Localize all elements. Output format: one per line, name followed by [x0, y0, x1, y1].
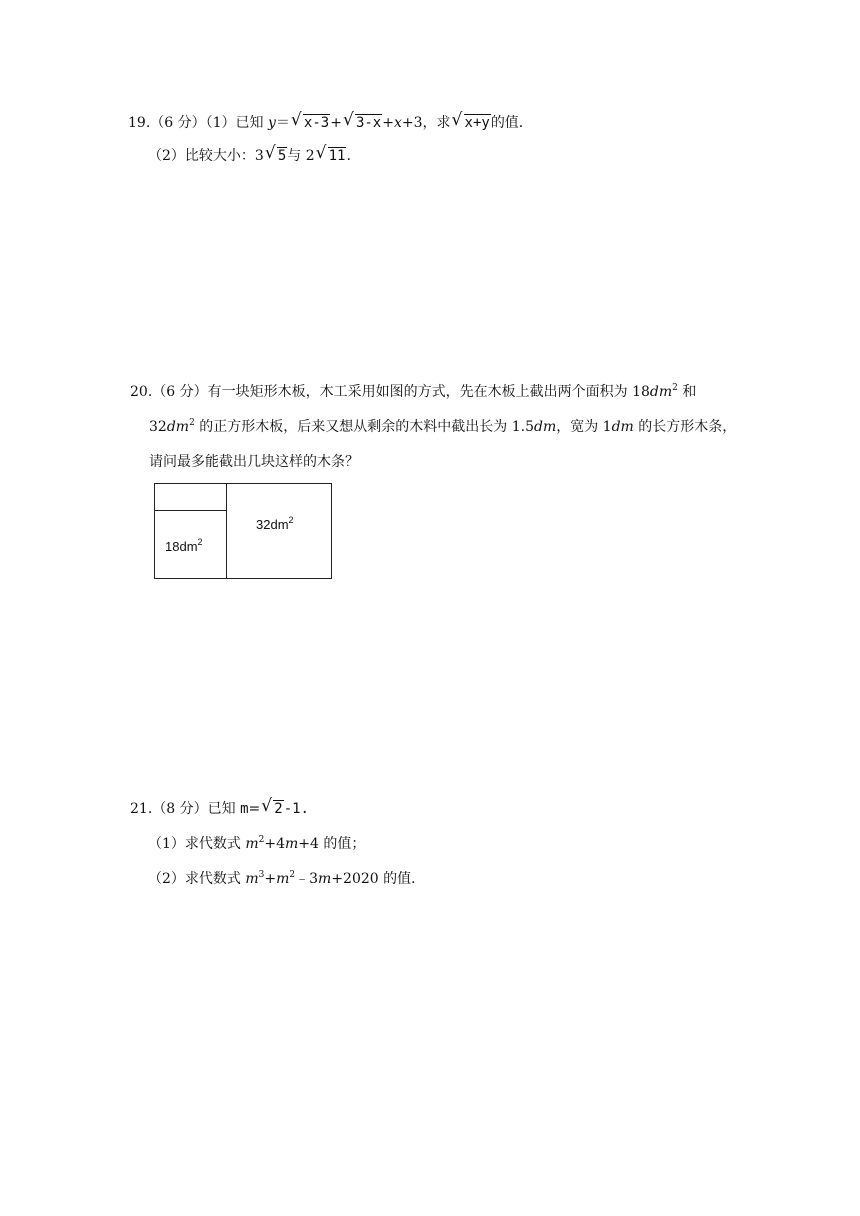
var-m: m	[240, 801, 249, 817]
sqrt-2: √ 2	[261, 796, 283, 817]
q21-part1	[148, 834, 365, 854]
q21-text: +4 的值；	[298, 836, 366, 852]
q19-end: 的值．	[490, 115, 533, 131]
q21-text: ﹣3	[295, 871, 319, 887]
q19-part1	[128, 110, 533, 133]
q20-text: 32	[149, 419, 167, 435]
q21-text: （2）求代数式	[148, 871, 246, 887]
board-figure	[154, 483, 332, 579]
q20-text: ，宽为 1	[556, 419, 612, 435]
q21-text: （1）求代数式	[148, 836, 246, 852]
label-18dm2: $18dm^2$	[165, 537, 203, 554]
q21-text: +2020 的值．	[331, 871, 426, 887]
superscript: 2	[672, 383, 678, 393]
q20-line3	[149, 452, 359, 472]
q20-text: 的长方形木条，	[633, 419, 737, 435]
superscript: 3	[258, 870, 265, 880]
q19-p2-end: .	[346, 148, 351, 164]
radical-icon: √	[342, 110, 354, 130]
radical-icon: √	[451, 110, 463, 130]
var-m: m	[245, 871, 259, 887]
q20-text: 和	[677, 384, 697, 400]
unit-dm: dm	[611, 419, 634, 435]
q20-line2	[149, 417, 736, 437]
sqrt-x-plus-y: √ x+y	[451, 110, 490, 131]
radical-icon: √	[315, 143, 327, 163]
superscript: 2	[289, 870, 296, 880]
label-32dm2: $32dm^2$	[256, 515, 294, 532]
divider-vertical	[226, 484, 227, 578]
q19-prefix: 19.（6 分）（1）已知	[128, 115, 268, 131]
q19-p2-prefix: （2）比较大小：3	[148, 148, 264, 164]
q21-tail: -1.	[283, 801, 309, 817]
plus: +	[330, 115, 342, 131]
q19-part2	[148, 143, 351, 166]
q21-text: +	[264, 871, 277, 887]
sqrt-5: √ 5	[264, 143, 287, 164]
q20-text: 的正方形木板，后来又想从剩余的木料中截出长为 1.5	[194, 419, 534, 435]
superscript: 2	[258, 835, 265, 845]
var-x: x	[393, 115, 402, 131]
equals: =	[248, 801, 261, 817]
radical-icon: √	[261, 796, 273, 816]
var-m: m	[318, 871, 332, 887]
q21-part2	[148, 869, 425, 889]
var-m: m	[285, 836, 299, 852]
sqrt-11: √ 11	[315, 143, 346, 164]
radical-icon: √	[290, 110, 302, 130]
radical-icon: √	[264, 143, 276, 163]
q20-line1	[130, 382, 696, 402]
q21-text: +4	[264, 836, 286, 852]
superscript: 2	[189, 418, 195, 428]
q20-text: 20.（6 分）有一块矩形木板，木工采用如图的方式，先在木板上截出两个面积为 18	[130, 384, 650, 400]
plus: +	[382, 115, 394, 131]
var-y: y	[267, 115, 276, 131]
divider-horizontal	[155, 510, 226, 511]
equals: ＝	[275, 115, 290, 131]
q19-tail: +3，求	[401, 115, 451, 131]
unit-dm: dm	[166, 419, 190, 435]
q20-text: 请问最多能截出几块这样的木条？	[149, 454, 359, 470]
var-m: m	[276, 871, 290, 887]
q21-stem	[130, 796, 309, 819]
q21-prefix: 21.（8 分）已知	[130, 801, 241, 817]
sqrt-x-minus-3: √ x-3	[290, 110, 330, 131]
sqrt-3-minus-x: √ 3-x	[342, 110, 382, 131]
q19-p2-mid: 与 2	[287, 148, 315, 164]
unit-dm: dm	[533, 419, 557, 435]
unit-dm: dm	[649, 384, 673, 400]
var-m: m	[245, 836, 259, 852]
